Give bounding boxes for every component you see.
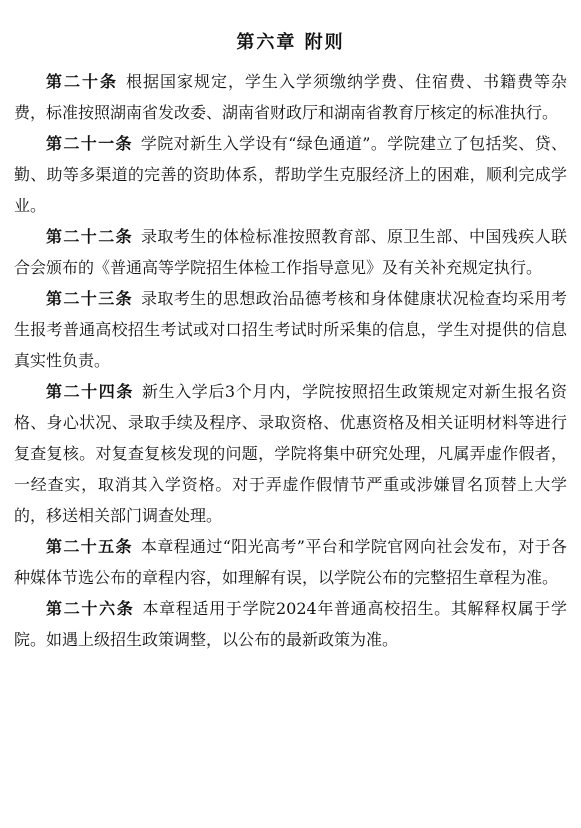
article-23 xyxy=(14,283,567,376)
article-label: 第二十二条 xyxy=(46,227,133,246)
article-text: 新生入学后3个月内，学院按照招生政策规定对新生报名资格、身心状况、录取手续及程序、录取资格、优惠资格及相关证明材料等进行复查复核。对复查复核发现的问题，学院将集中研究处理，凡属弄虚作假者，一经查实，取消其入学资格。对于弄虚作假情节严重或涉嫌冒名顶替上大学的，移送相关部门调查处理。 xyxy=(14,382,567,525)
article-text: 学院对新生入学设有“绿色通道”。学院建立了包括奖、贷、勤、助等多渠道的完善的资助体系，帮助学生克服经济上的困难，顺利完成学业。 xyxy=(14,134,567,215)
article-label: 第二十条 xyxy=(46,72,118,91)
article-text: 本章程适用于学院2024年普通高校招生。其解释权属于学院。如遇上级招生政策调整，以公布的最新政策为准。 xyxy=(14,599,567,649)
article-label: 第二十六条 xyxy=(46,599,135,618)
article-20 xyxy=(14,66,567,128)
article-label: 第二十一条 xyxy=(46,134,133,153)
article-text: 录取考生的体检标准按照教育部、原卫生部、中国残疾人联合会颁布的《普通高等学院招生体检工作指导意见》及有关补充规定执行。 xyxy=(14,227,567,277)
article-text: 本章程通过“阳光高考”平台和学院官网向社会发布，对于各种媒体节选公布的章程内容，如理解有误，以学院公布的完整招生章程为准。 xyxy=(14,537,567,587)
article-21 xyxy=(14,128,567,221)
article-22 xyxy=(14,221,567,283)
article-label: 第二十三条 xyxy=(46,289,133,308)
article-25 xyxy=(14,531,567,593)
article-24 xyxy=(14,376,567,531)
article-26 xyxy=(14,593,567,655)
article-label: 第二十五条 xyxy=(46,537,133,556)
article-text: 根据国家规定，学生入学须缴纳学费、住宿费、书籍费等杂费，标准按照湖南省发改委、湖南省财政厅和湖南省教育厅核定的标准执行。 xyxy=(14,72,567,122)
chapter-title: 第六章 附则 xyxy=(236,32,345,53)
article-label: 第二十四条 xyxy=(46,382,134,401)
article-text: 录取考生的思想政治品德考核和身体健康状况检查均采用考生报考普通高校招生考试或对口招生考试时所采集的信息，学生对提供的信息真实性负责。 xyxy=(14,289,567,370)
